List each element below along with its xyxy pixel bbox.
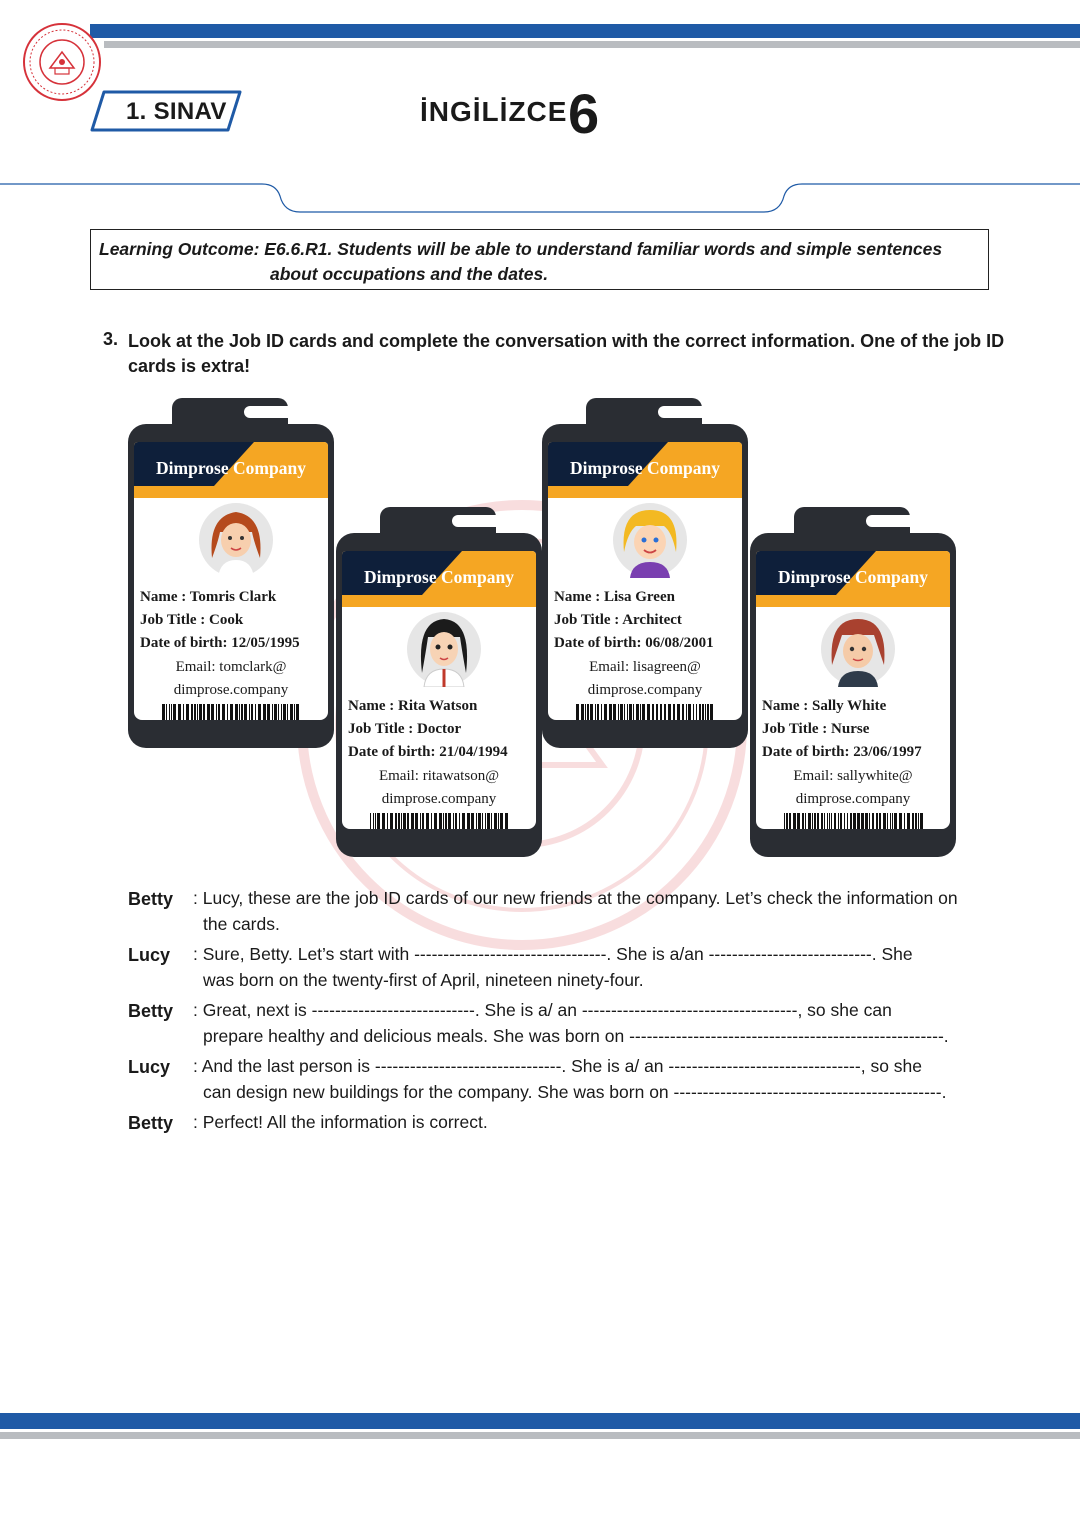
card-email [342, 765, 536, 811]
card-dob: Date of birth: 12/05/1995 [140, 635, 300, 651]
id-card-lisa [542, 398, 748, 748]
barcode-icon [576, 704, 716, 720]
card-info [140, 586, 300, 655]
card-email [134, 656, 328, 702]
avatar-icon [820, 611, 896, 687]
speaker-betty: Betty [128, 1113, 174, 1133]
card-company: Dimprose Company [156, 458, 306, 478]
id-card-tomris [128, 398, 334, 748]
question-number: 3. [103, 329, 119, 349]
card-email-line-1: Email: ritawatson@ [378, 768, 500, 784]
card-email-line-1: Email: lisagreen@ [589, 659, 701, 675]
footer-blue-bar [0, 1413, 1080, 1429]
avatar-icon [198, 502, 274, 578]
id-card-rita [336, 507, 542, 857]
subject-title: İNGİLİZCE [420, 96, 568, 127]
card-company: Dimprose Company [570, 458, 720, 478]
avatar-icon [406, 611, 482, 687]
dialogue-text-cont: prepare healthy and delicious meals. She was born on ------------------------------------------------------. [203, 1025, 949, 1046]
card-email-line-2: dimprose.company [173, 682, 289, 698]
card-job-title: Job Title : Architect [554, 612, 682, 628]
card-name: Name : Lisa Green [554, 589, 675, 605]
barcode-icon [162, 704, 302, 720]
dialogue-text: : Sure, Betty. Let’s start with ---------------------------------. She is a/an ----------------------------. She [193, 944, 913, 964]
learning-outcome-box [90, 229, 989, 290]
card-email [548, 656, 742, 702]
dialogue-line [193, 1054, 993, 1105]
id-card-sally [750, 507, 956, 857]
speaker-betty: Betty [128, 1001, 174, 1021]
dialogue-text: : Great, next is ----------------------------. She is a/ an -------------------------------------, so she can [193, 1000, 892, 1020]
speaker-lucy: Lucy [128, 1057, 171, 1077]
outcome-line-2: about occupations and the dates. [270, 264, 549, 284]
header-gray-bar [104, 41, 1080, 48]
card-info [762, 695, 922, 764]
card-email-line-2: dimprose.company [795, 791, 911, 807]
exam-label: 1. SINAV [126, 98, 227, 125]
question-text: Look at the Job ID cards and complete the conversation with the correct information. One of the job ID cards is extra! [128, 331, 1005, 376]
grade-number: 6 [568, 82, 600, 145]
card-face [756, 551, 950, 829]
title-bracket-line [0, 180, 1080, 220]
dialogue-line [193, 1110, 993, 1136]
footer-gray-bar [0, 1432, 1080, 1439]
card-name: Name : Rita Watson [348, 698, 478, 714]
card-company: Dimprose Company [364, 567, 514, 587]
speaker-lucy: Lucy [128, 945, 171, 965]
dialogue-text: : Perfect! All the information is correct. [193, 1112, 488, 1132]
card-face [342, 551, 536, 829]
barcode-icon [784, 813, 924, 829]
card-email-line-1: Email: tomclark@ [175, 659, 287, 675]
card-info [554, 586, 714, 655]
card-email-line-1: Email: sallywhite@ [793, 768, 913, 784]
dialogue-text-cont: can design new buildings for the company. She was born on ----------------------------------------------. [203, 1081, 947, 1102]
card-face [134, 442, 328, 720]
card-email-line-2: dimprose.company [381, 791, 497, 807]
card-job-title: Job Title : Nurse [762, 721, 870, 737]
card-info [348, 695, 508, 764]
header-blue-bar [90, 24, 1080, 38]
dialogue-line [193, 998, 993, 1049]
barcode-icon [370, 813, 510, 829]
card-email [756, 765, 950, 811]
dialogue-text: : And the last person is --------------------------------. She is a/ an ---------------------------------, so she [193, 1056, 923, 1076]
card-job-title: Job Title : Cook [140, 612, 244, 628]
dialogue-text-cont: the cards. [203, 913, 280, 934]
card-name: Name : Tomris Clark [140, 589, 277, 605]
dialogue-line [193, 886, 993, 937]
speaker-betty: Betty [128, 889, 174, 909]
card-email-line-2: dimprose.company [587, 682, 703, 698]
card-name: Name : Sally White [762, 698, 887, 714]
dialogue-text-cont: was born on the twenty-first of April, nineteen ninety-four. [203, 969, 644, 990]
outcome-line-1: Learning Outcome: E6.6.R1. Students will be able to understand familiar words and simple sentences [99, 239, 943, 259]
dialogue-text: : Lucy, these are the job ID cards of our new friends at the company. Let’s check the information on [193, 888, 958, 908]
card-dob: Date of birth: 23/06/1997 [762, 744, 922, 760]
card-face [548, 442, 742, 720]
card-dob: Date of birth: 21/04/1994 [348, 744, 508, 760]
avatar-icon [612, 502, 688, 578]
card-job-title: Job Title : Doctor [348, 721, 462, 737]
card-company: Dimprose Company [778, 567, 928, 587]
dialogue-line [193, 942, 993, 993]
card-dob: Date of birth: 06/08/2001 [554, 635, 714, 651]
